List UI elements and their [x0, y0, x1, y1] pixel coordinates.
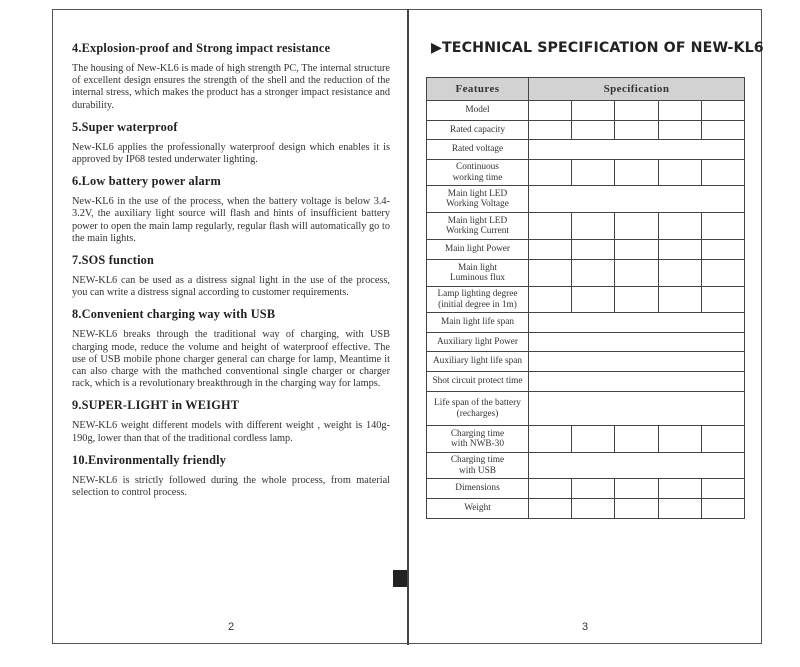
spec-value-cell	[529, 121, 572, 140]
header-specification: Specification	[529, 78, 745, 101]
spec-value-cell	[701, 121, 744, 140]
feature-label: Auxiliary light Power	[436, 336, 519, 347]
feature-label: (initial degree in 1m)	[438, 299, 517, 310]
spec-title	[431, 40, 764, 56]
feature-label: Charging time	[450, 455, 505, 465]
feature-label: Main light	[458, 262, 497, 273]
spec-value-cell	[615, 160, 658, 186]
spec-row	[427, 352, 745, 372]
spec-value-cell	[615, 499, 658, 519]
feature-label: Main light Power	[444, 244, 511, 255]
spec-value-cell	[529, 140, 745, 160]
section-title: 10.Environmentally friendly	[72, 452, 227, 467]
spec-value-cell	[529, 213, 572, 240]
spec-value-cell	[658, 499, 701, 519]
section	[72, 120, 390, 166]
section-body: NEW-KL6 can be used as a distress signal light in the use of the process, you can write a distress signal according to customer requirements.	[72, 275, 390, 299]
feature-label: Main light LED	[447, 188, 508, 199]
spec-row	[427, 372, 745, 392]
spec-value-cell	[529, 453, 745, 479]
feature-cell	[427, 352, 529, 372]
feature-label: with USB	[459, 465, 496, 476]
feature-label: Dimensions	[455, 483, 500, 494]
feature-label: Shot circuit protect time	[432, 376, 523, 387]
feature-label: Rated voltage	[451, 144, 504, 155]
spec-value-cell	[701, 479, 744, 499]
section-title: 6.Low battery power alarm	[72, 174, 221, 189]
spec-value-cell	[615, 287, 658, 313]
spec-value-cell	[529, 260, 572, 287]
spec-value-cell	[701, 426, 744, 453]
feature-cell	[427, 287, 529, 313]
section	[72, 41, 390, 112]
spec-value-cell	[701, 160, 744, 186]
spec-row	[427, 101, 745, 121]
spec-value-cell	[529, 352, 745, 372]
section-body: New-KL6 in the use of the process, when the battery voltage is below 3.4-3.2V, the auxiliary light source will flash and hints of insufficient battery power to open the main lamp regularly, regular flash will automatically go to the main lights.	[72, 196, 390, 244]
spec-row	[427, 333, 745, 352]
spec-table-header-row	[427, 78, 745, 101]
spec-value-cell	[572, 260, 615, 287]
spec-value-cell	[572, 213, 615, 240]
spec-value-cell	[658, 101, 701, 121]
section-body: NEW-KL6 breaks through the traditional way of charging, with USB charging mode, reduce the volume and height of waterproof effective. The use of USB mobile phone charger general can charge for lamp, Meantime it can also charge with the mathched conventional single charger or charger rack, which is a revolutionary breakthrough in the charging way for lamps.	[72, 329, 390, 390]
section-title: 7.SOS function	[72, 253, 155, 268]
spec-row	[427, 392, 745, 426]
section-body: The housing of New-KL6 is made of high strength PC, The internal structure of excellent design ensures the strength of the shell and the reduction of the internal stress, which makes the product has a stronger impact resistance and durability.	[72, 63, 390, 111]
spec-value-cell	[615, 240, 658, 260]
feature-label: Working Current	[445, 226, 510, 236]
spec-value-cell	[615, 213, 658, 240]
feature-label: Main light life span	[440, 317, 515, 328]
spec-row	[427, 313, 745, 333]
section-body: New-KL6 applies the professionally waterproof design which enables it is approved by IP68 tested underwater lighting.	[72, 141, 390, 166]
spec-value-cell	[529, 479, 572, 499]
spec-value-cell	[658, 479, 701, 499]
feature-label: Model	[465, 105, 490, 116]
spec-row	[427, 213, 745, 240]
section-body: NEW-KL6 is strictly followed during the whole process, from material selection to control process.	[72, 474, 390, 499]
spec-value-cell	[658, 240, 701, 260]
spec-value-cell	[658, 213, 701, 240]
spec-value-cell	[529, 333, 745, 352]
feature-label: (recharges)	[456, 408, 499, 419]
feature-cell	[427, 160, 529, 186]
spec-value-cell	[658, 287, 701, 313]
spec-value-cell	[572, 426, 615, 453]
spec-value-cell	[529, 186, 745, 213]
feature-cell	[427, 240, 529, 260]
feature-label: Weight	[464, 503, 491, 514]
section-title: 8.Convenient charging way with USB	[72, 307, 276, 322]
page-divider	[407, 9, 409, 645]
spec-row	[427, 426, 745, 453]
feature-label: Luminous flux	[449, 273, 505, 283]
spec-value-cell	[529, 313, 745, 333]
section-title: 9.SUPER-LIGHT in WEIGHT	[72, 398, 240, 413]
spec-row	[427, 499, 745, 519]
spec-value-cell	[572, 499, 615, 519]
spec-value-cell	[529, 160, 572, 186]
spec-value-cell	[658, 121, 701, 140]
feature-label: Lamp lighting degree	[437, 289, 518, 299]
spec-value-cell	[529, 392, 745, 426]
spec-value-cell	[615, 426, 658, 453]
spec-value-cell	[701, 287, 744, 313]
feature-cell	[427, 499, 529, 519]
spec-title-text: TECHNICAL SPECIFICATION OF NEW-KL6	[442, 40, 764, 56]
spec-value-cell	[701, 499, 744, 519]
spec-row	[427, 186, 745, 213]
spec-value-cell	[658, 160, 701, 186]
section	[72, 453, 390, 499]
feature-label: Main light LED	[447, 215, 508, 226]
triangle-right-icon: ▶	[431, 40, 443, 56]
feature-cell	[427, 372, 529, 392]
section-title: 4.Explosion-proof and Strong impact resistance	[72, 41, 331, 55]
feature-label: with NWB-30	[451, 439, 504, 449]
section	[72, 253, 390, 299]
spec-row	[427, 479, 745, 499]
spec-value-cell	[529, 287, 572, 313]
feature-label: Auxiliary light life span	[432, 356, 523, 367]
section-tab-marker	[393, 570, 407, 587]
spec-table	[426, 77, 745, 519]
feature-cell	[427, 392, 529, 426]
spec-row	[427, 160, 745, 186]
spec-value-cell	[658, 260, 701, 287]
page-number-left: 2	[228, 621, 235, 633]
spec-value-cell	[529, 499, 572, 519]
spec-value-cell	[615, 101, 658, 121]
spec-value-cell	[701, 260, 744, 287]
feature-cell	[427, 313, 529, 333]
spec-value-cell	[529, 240, 572, 260]
feature-cell	[427, 333, 529, 352]
feature-label: Continuous	[456, 162, 499, 172]
spec-value-cell	[701, 101, 744, 121]
spec-value-cell	[572, 240, 615, 260]
section	[72, 307, 390, 390]
feature-label: Life span of the battery	[434, 398, 521, 408]
feature-cell	[427, 101, 529, 121]
spec-value-cell	[529, 372, 745, 392]
feature-cell	[427, 186, 529, 213]
feature-cell	[427, 453, 529, 479]
feature-cell	[427, 426, 529, 453]
feature-cell	[427, 260, 529, 287]
page-number-right: 3	[582, 621, 589, 633]
feature-cell	[427, 121, 529, 140]
spec-value-cell	[529, 426, 572, 453]
spec-value-cell	[529, 101, 572, 121]
spec-row	[427, 121, 745, 140]
section-title: 5.Super waterproof	[72, 119, 178, 134]
spec-row	[427, 140, 745, 160]
spec-value-cell	[572, 101, 615, 121]
spec-value-cell	[615, 121, 658, 140]
feature-label: working time	[452, 172, 503, 183]
spec-value-cell	[572, 160, 615, 186]
spec-value-cell	[701, 213, 744, 240]
spec-value-cell	[615, 479, 658, 499]
spec-value-cell	[572, 479, 615, 499]
spec-value-cell	[572, 287, 615, 313]
section-body: NEW-KL6 weight different models with different weight , weight is 140g-190g, lower than that of the traditional cordless lamp.	[72, 420, 390, 444]
spec-value-cell	[658, 426, 701, 453]
spec-value-cell	[572, 121, 615, 140]
section	[72, 398, 390, 444]
feature-label: Rated capacity	[450, 124, 505, 135]
spec-row	[427, 260, 745, 287]
spec-row	[427, 453, 745, 479]
spec-row	[427, 240, 745, 260]
feature-cell	[427, 479, 529, 499]
spec-value-cell	[615, 260, 658, 287]
feature-label: Working Voltage	[446, 199, 509, 209]
feature-label: Charging time	[450, 428, 505, 439]
spec-value-cell	[701, 240, 744, 260]
left-page	[72, 41, 390, 499]
feature-cell	[427, 213, 529, 240]
feature-cell	[427, 140, 529, 160]
section	[72, 174, 390, 245]
header-features: Features	[427, 78, 529, 101]
spec-row	[427, 287, 745, 313]
